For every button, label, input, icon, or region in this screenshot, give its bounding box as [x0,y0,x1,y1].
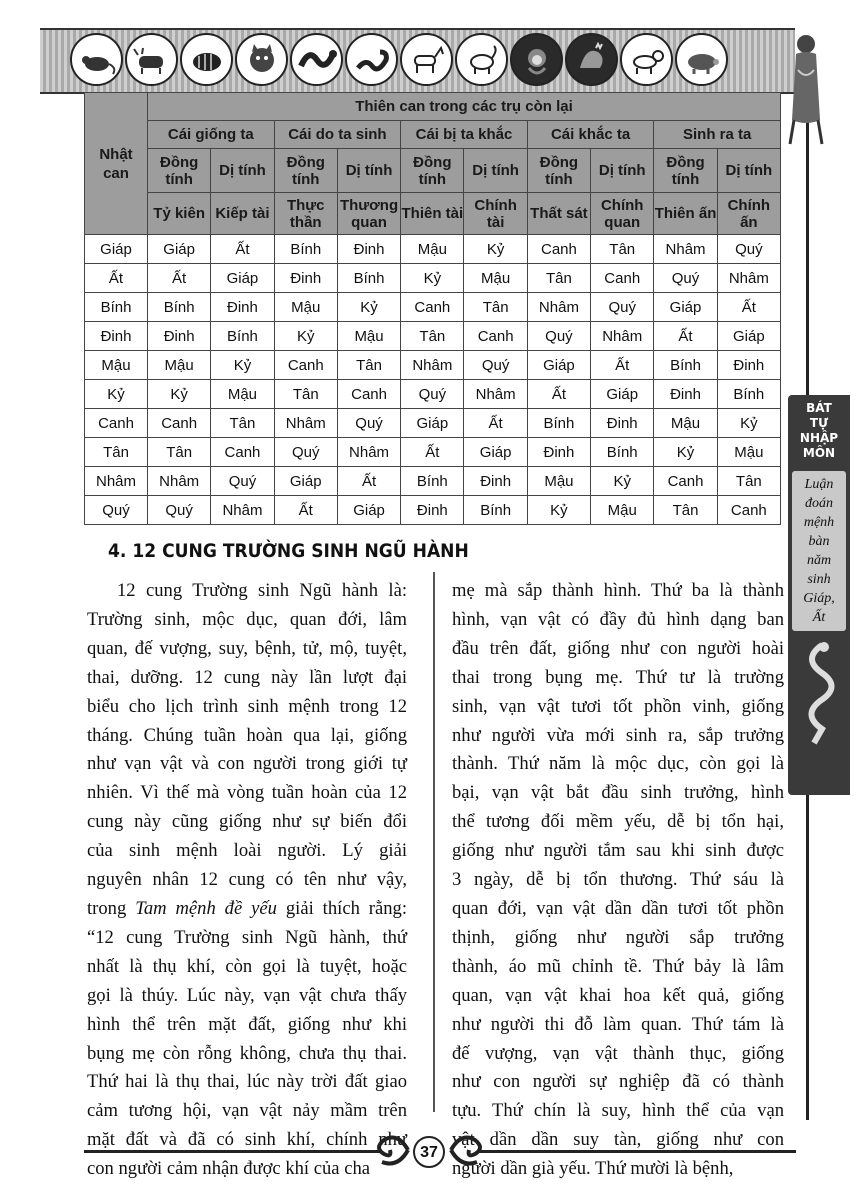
table-cell: Giáp [717,322,780,351]
table-cell: Ất [148,264,211,293]
table-cell: Mậu [717,438,780,467]
table-row [85,264,781,293]
nature-header: Đồng tính [274,149,337,193]
page-number: 37 [413,1136,445,1168]
day-stem-cell: Mậu [85,351,148,380]
table-cell: Canh [464,322,527,351]
table-row [85,322,781,351]
nature-header: Đồng tính [401,149,464,193]
table-cell: Giáp [337,496,400,525]
table-cell: Nhâm [274,409,337,438]
relation-header: Cái khắc ta [527,121,654,149]
table-cell: Mậu [274,293,337,322]
monkey-icon [510,33,563,86]
table-cell: Canh [527,235,590,264]
cat-icon [235,33,288,86]
table-cell: Quý [337,409,400,438]
table-cell: Ất [401,438,464,467]
paragraph: mẹ mà sắp thành hình. Thứ ba là thành hình, vạn vật có đầy đủ hình dạng ban đầu trên đất, giống như con người hoài thai trong bụng mẹ. Thứ tư là trường sinh, vạn vật tươi tốt phồn vinh, giống như người vừa mới sinh ra, sắp trưởng thành. Thứ năm là mộc dục, còn gọi là bại, vạn vật bắt đầu sinh trưởng, hình thể tương đối mềm yếu, dễ bị tổn hại, giống như người tắm sau khi sinh được 3 ngày, dễ bị tổn thương. Thứ sáu là quan đới, vạn vật dần dần tươi tốt phồn thịnh, giống như người sắp trưởng thành, áo mũ chỉnh tề. Thứ bảy là lâm quan, vạn vật khai hoa kết quả, giống như người thi đỗ làm quan. Thứ tám là đế vượng, vạn vật thành thục, giống như con người sự nghiệp đã có thành tựu. Thứ chín là suy, hình thể của vạn vật dần dần suy tàn, giống như con người dần già yếu. Thứ mười là bệnh, [452,580,784,1180]
table-cell: Mậu [337,322,400,351]
table-cell: Giáp [211,264,274,293]
table-cell: Ất [337,467,400,496]
table-cell: Canh [148,409,211,438]
table-cell: Quý [211,467,274,496]
table-cell: Giáp [527,351,590,380]
table-cell: Tân [527,264,590,293]
table-cell: Mậu [464,264,527,293]
table-cell: Quý [591,293,654,322]
table-cell: Tân [211,409,274,438]
table-cell: Giáp [591,380,654,409]
god-header: Thương quan [337,193,400,235]
nature-header: Dị tính [591,149,654,193]
day-stem-cell: Đinh [85,322,148,351]
table-cell: Giáp [464,438,527,467]
snake-icon [345,33,398,86]
day-stem-cell: Bính [85,293,148,322]
nature-header: Dị tính [211,149,274,193]
day-stem-cell: Giáp [85,235,148,264]
column-divider [433,572,435,1112]
table-cell: Bính [211,322,274,351]
table-group-header: Thiên can trong các trụ còn lại [148,93,781,121]
day-stem-cell: Quý [85,496,148,525]
zodiac-banner [40,28,795,94]
tiger-icon [180,33,233,86]
table-cell: Tân [148,438,211,467]
table-cell: Đinh [717,351,780,380]
table-row [85,467,781,496]
left-text-column [87,577,407,1184]
table-cell: Nhâm [717,264,780,293]
table-cell: Kỷ [274,322,337,351]
table-cell: Quý [717,235,780,264]
table-cell: Mậu [211,380,274,409]
table-cell: Bính [274,235,337,264]
rooster-icon [565,33,618,86]
side-tab-subtitle: Luận đoán mệnh bàn năm sinh Giáp, Ất [792,471,846,631]
table-cell: Nhâm [527,293,590,322]
table-cell: Bính [401,467,464,496]
table-cell: Đinh [148,322,211,351]
god-header: Thiên tài [401,193,464,235]
table-cell: Quý [148,496,211,525]
nature-header: Đồng tính [654,149,717,193]
table-cell: Bính [591,438,654,467]
table-cell: Ất [464,409,527,438]
table-cell: Mậu [654,409,717,438]
table-cell: Tân [274,380,337,409]
heavenly-stems-table [84,92,781,525]
section-title: 4. 12 CUNG TRƯỜNG SINH NGŨ HÀNH [108,540,469,562]
swirl-ornament-icon [368,1128,413,1172]
book-title: Tam mệnh đề yếu [135,897,277,919]
nature-header: Dị tính [337,149,400,193]
swirl-ornament-icon [446,1128,491,1172]
god-header: Chính tài [464,193,527,235]
god-header: Thiên ấn [654,193,717,235]
table-row [85,380,781,409]
god-header: Tỷ kiên [148,193,211,235]
table-cell: Nhâm [654,235,717,264]
table-body [85,235,781,525]
nature-header: Đồng tính [527,149,590,193]
table-cell: Canh [717,496,780,525]
table-cell: Tân [591,235,654,264]
table-cell: Giáp [274,467,337,496]
table-cell: Ất [274,496,337,525]
table-cell: Canh [401,293,464,322]
zodiac-medallions [70,30,728,92]
table-cell: Bính [337,264,400,293]
table-cell: Tân [654,496,717,525]
table-cell: Nhâm [148,467,211,496]
nature-header: Dị tính [464,149,527,193]
god-header: Thực thần [274,193,337,235]
relation-header: Cái do ta sinh [274,121,401,149]
table-cell: Giáp [401,409,464,438]
table-cell: Tân [464,293,527,322]
table-cell: Kỷ [717,409,780,438]
table-cell: Bính [654,351,717,380]
table-cell: Giáp [654,293,717,322]
table-cell: Kỷ [148,380,211,409]
god-header: Chính quan [591,193,654,235]
table-cell: Đinh [274,264,337,293]
ox-icon [125,33,178,86]
table-cell: Tân [717,467,780,496]
relation-header: Cái bị ta khắc [401,121,528,149]
table-cell: Bính [148,293,211,322]
table-cell: Đinh [401,496,464,525]
table-cell: Nhâm [401,351,464,380]
old-man-figure-icon [786,30,826,150]
table-cell: Mậu [591,496,654,525]
nature-header: Đồng tính [148,149,211,193]
table-cell: Đinh [654,380,717,409]
table-cell: Canh [654,467,717,496]
table-cell: Giáp [148,235,211,264]
table-cell: Kỷ [211,351,274,380]
day-stem-cell: Ất [85,264,148,293]
table-cell: Đinh [591,409,654,438]
table-cell: Nhâm [591,322,654,351]
table-row [85,351,781,380]
god-header: Thất sát [527,193,590,235]
table-cell: Nhâm [464,380,527,409]
table-cell: Đinh [464,467,527,496]
side-chapter-tab [788,395,850,795]
day-stem-cell: Tân [85,438,148,467]
table-cell: Bính [717,380,780,409]
right-text-column [452,577,784,1184]
day-stem-cell: Nhâm [85,467,148,496]
footer-rule-right [478,1150,796,1153]
table-cell: Quý [654,264,717,293]
table-row [85,438,781,467]
dragon-icon [290,33,343,86]
table-row [85,409,781,438]
day-stem-cell: Kỷ [85,380,148,409]
rat-icon [70,33,123,86]
table-cell: Tân [401,322,464,351]
table-cell: Ất [654,322,717,351]
table-cell: Kỷ [591,467,654,496]
dragon-icon [792,639,846,749]
table-cell: Quý [401,380,464,409]
table-cell: Ất [591,351,654,380]
table-row-header: Nhật can [85,93,148,235]
table-cell: Đinh [337,235,400,264]
table-cell: Ất [527,380,590,409]
table-cell: Kỷ [337,293,400,322]
table-cell: Bính [464,496,527,525]
table-cell: Ất [211,235,274,264]
table-cell: Quý [274,438,337,467]
table-row [85,235,781,264]
table-cell: Mậu [148,351,211,380]
god-header: Kiếp tài [211,193,274,235]
relation-header: Sinh ra ta [654,121,781,149]
table-cell: Nhâm [211,496,274,525]
pig-icon [675,33,728,86]
footer-rule-left [84,1150,380,1153]
table-cell: Bính [527,409,590,438]
table-cell: Mậu [527,467,590,496]
table-cell: Kỷ [401,264,464,293]
table-cell: Canh [591,264,654,293]
side-tab-title: BÁT TỰ NHẬP MÔN [799,401,839,460]
table-cell: Canh [274,351,337,380]
table-cell: Kỷ [654,438,717,467]
table-cell: Kỷ [527,496,590,525]
table-row [85,496,781,525]
day-stem-cell: Canh [85,409,148,438]
table-cell: Kỷ [464,235,527,264]
paragraph: 12 cung Trường sinh Ngũ hành là: Trường sinh, mộc dục, quan đới, lâm quan, đế vượng, suy, bệnh, tử, mộ, tuyệt, thai, dưỡng. 12 cung này lần lượt đại biểu cho lịch trình sinh mệnh trong 12 tháng. Chúng tuần hoàn qua lại, giống như vạn vật và con người trong giới tự nhiên. Vì thế mà vòng tuần hoàn của 12 cung này cũng giống như sự biến đổi của sinh mệnh loài người. Lý giải nguyên nhân 12 cung có tên như vậy, trong Tam mệnh đề yếu giải thích rằng: “12 cung Trường sinh Ngũ hành, thứ nhất là thụ khí, còn gọi là tuyệt, hoặc gọi là thúy. Lúc này, vạn vật chưa thấy hình thể trên mặt đất, giống như khi bụng mẹ còn rỗng không, chưa thụ thai. Thứ hai là thụ thai, lúc này trời đất giao cảm tương hội, vạn vật nảy mầm trên mặt đất và đã có sinh khí, chính như con người cảm nhận được khí của cha [87,580,407,1180]
god-header: Chính ấn [717,193,780,235]
table-cell: Quý [527,322,590,351]
table-cell: Canh [211,438,274,467]
goat-icon [455,33,508,86]
table-cell: Ất [717,293,780,322]
table-cell: Canh [337,380,400,409]
relation-header: Cái giống ta [148,121,275,149]
table-cell: Đinh [211,293,274,322]
table-row [85,293,781,322]
table-cell: Tân [337,351,400,380]
table-cell: Mậu [401,235,464,264]
horse-icon [400,33,453,86]
nature-header: Dị tính [717,149,780,193]
table-cell: Đinh [527,438,590,467]
dog-icon [620,33,673,86]
table-cell: Nhâm [337,438,400,467]
table-cell: Quý [464,351,527,380]
